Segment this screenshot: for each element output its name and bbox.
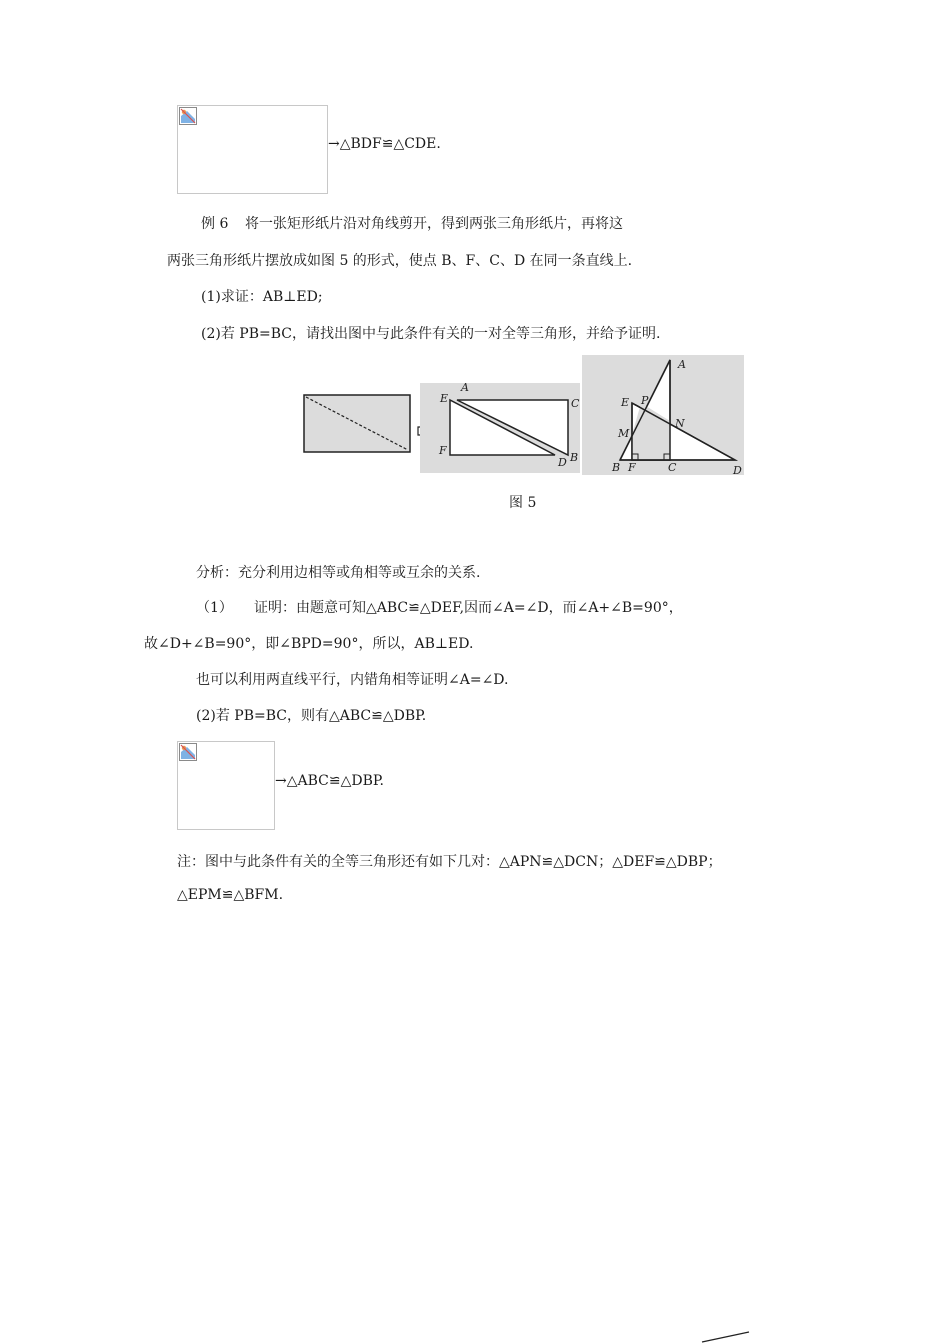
image-placeholder-2 [177, 741, 275, 830]
label-C2: C [668, 461, 677, 474]
label-D1: D [558, 456, 567, 469]
note-line-1: 注：图中与此条件有关的全等三角形还有如下几对：△APN≌△DCN；△DEF≌△DBP； [177, 854, 722, 870]
label-C1: C [571, 397, 580, 410]
congruence-line-2: →△ABC≌△DBP. [275, 773, 384, 789]
label-A1: A [461, 381, 469, 394]
congruence-line-1: →△BDF≌△CDE. [328, 136, 441, 152]
label-B1: B [570, 451, 579, 464]
analysis: 分析：充分利用边相等或角相等或互余的关系. [196, 565, 481, 581]
example-title: 例 6 [201, 216, 229, 232]
question-2: (2)若 PB=BC，请找出图中与此条件有关的一对全等三角形，并给予证明. [201, 326, 661, 342]
label-E1: E [440, 392, 449, 405]
broken-image-icon [179, 743, 197, 761]
broken-image-icon [179, 107, 197, 125]
example-text-2: 两张三角形纸片摆放成如图 5 的形式，使点 B、F、C、D 在同一条直线上. [167, 253, 633, 269]
label-F1: F [439, 444, 447, 457]
label-N2: N [675, 417, 685, 430]
label-P2: P [641, 394, 649, 407]
label-D2: D [733, 464, 742, 477]
question-1: (1)求证：AB⊥ED; [201, 289, 323, 305]
example-text-1: 将一张矩形纸片沿对角线剪开，得到两张三角形纸片，再将这 [245, 216, 623, 232]
note-line-2: △EPM≌△BFM. [177, 887, 284, 903]
proof-1-text-a: 证明：由题意可知△ABC≌△DEF,因而∠A=∠D，而∠A+∠B=90°， [254, 600, 683, 616]
proof-1-label: （1） [196, 600, 233, 616]
proof-2: (2)若 PB=BC，则有△ABC≌△DBP. [196, 708, 427, 724]
figure-5 [300, 355, 746, 477]
figure-caption: 图 5 [509, 495, 537, 511]
label-B2: B [612, 461, 621, 474]
image-placeholder-1 [177, 105, 328, 194]
label-M2: M [618, 427, 630, 440]
proof-1-text-b: 故∠D+∠B=90°，即∠BPD=90°，所以，AB⊥ED. [144, 636, 474, 652]
alternative-proof: 也可以利用两直线平行，内错角相等证明∠A=∠D. [196, 672, 509, 688]
label-F2: F [628, 461, 636, 474]
label-A2: A [678, 358, 686, 371]
label-E2: E [621, 396, 630, 409]
decorative-line [700, 1328, 752, 1344]
